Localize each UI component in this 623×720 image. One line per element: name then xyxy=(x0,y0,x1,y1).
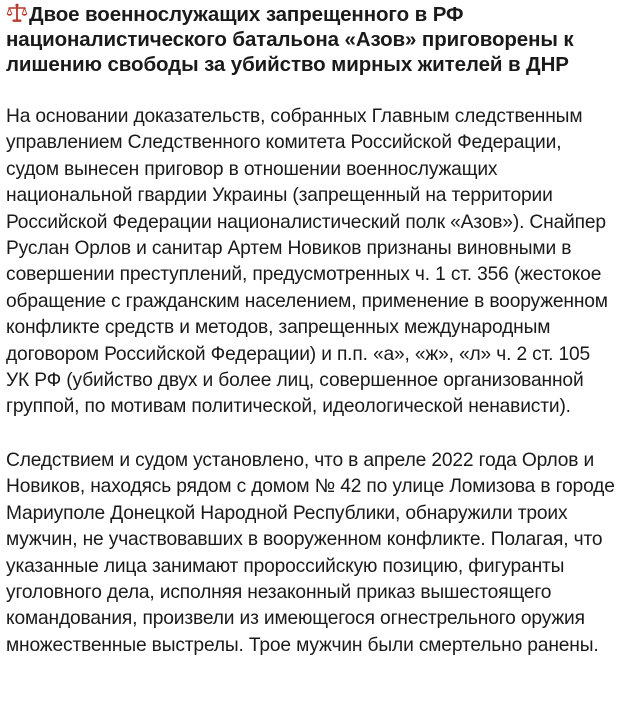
post-headline-text: Двое военнослужащих запрещенного в РФ националистического батальона «Азов» приговорены к лишению свободы за убийство мирных жителей в ДНР xyxy=(6,3,574,76)
post-paragraph-1: На основании доказательств, собранных Главным следственным управлением Следственного комитета Российской Федерации, судом вынесен приговор в отношении военнослужащих национальной гвардии Украины (запрещенный на территории Российской Федерации националистический полк «Азов»). Снайпер Руслан Орлов и санитар Артем Новиков признаны виновными в совершении преступлений, предусмотренных ч. 1 ст. 356 (жестокое обращение с гражданским населением, применение в вооруженном конфликте средств и методов, запрещенных международным договором Российской Федерации) и п.п. «а», «ж», «л» ч. 2 ст. 105 УК РФ (убийство двух и более лиц, совершенное организованной группой, по мотивам политической, идеологической ненависти). xyxy=(6,106,608,418)
post-paragraph-2: Следствием и судом установлено, что в апреле 2022 года Орлов и Новиков, находясь рядом с домом № 42 по улице Ломизова в городе Мариуполе Донецкой Народной Республики, обнаружили троих мужчин, не участвовавших в вооруженном конфликте. Полагая, что указанные лица занимают пророссийскую позицию, фигуранты уголовного дела, исполняя незаконный приказ вышестоящего командования, произвели из имеющегося огнестрельного оружия множественные выстрелы. Трое мужчин были смертельно ранены. xyxy=(6,449,615,656)
scales-of-justice-icon xyxy=(6,3,28,23)
post-headline xyxy=(6,2,615,77)
